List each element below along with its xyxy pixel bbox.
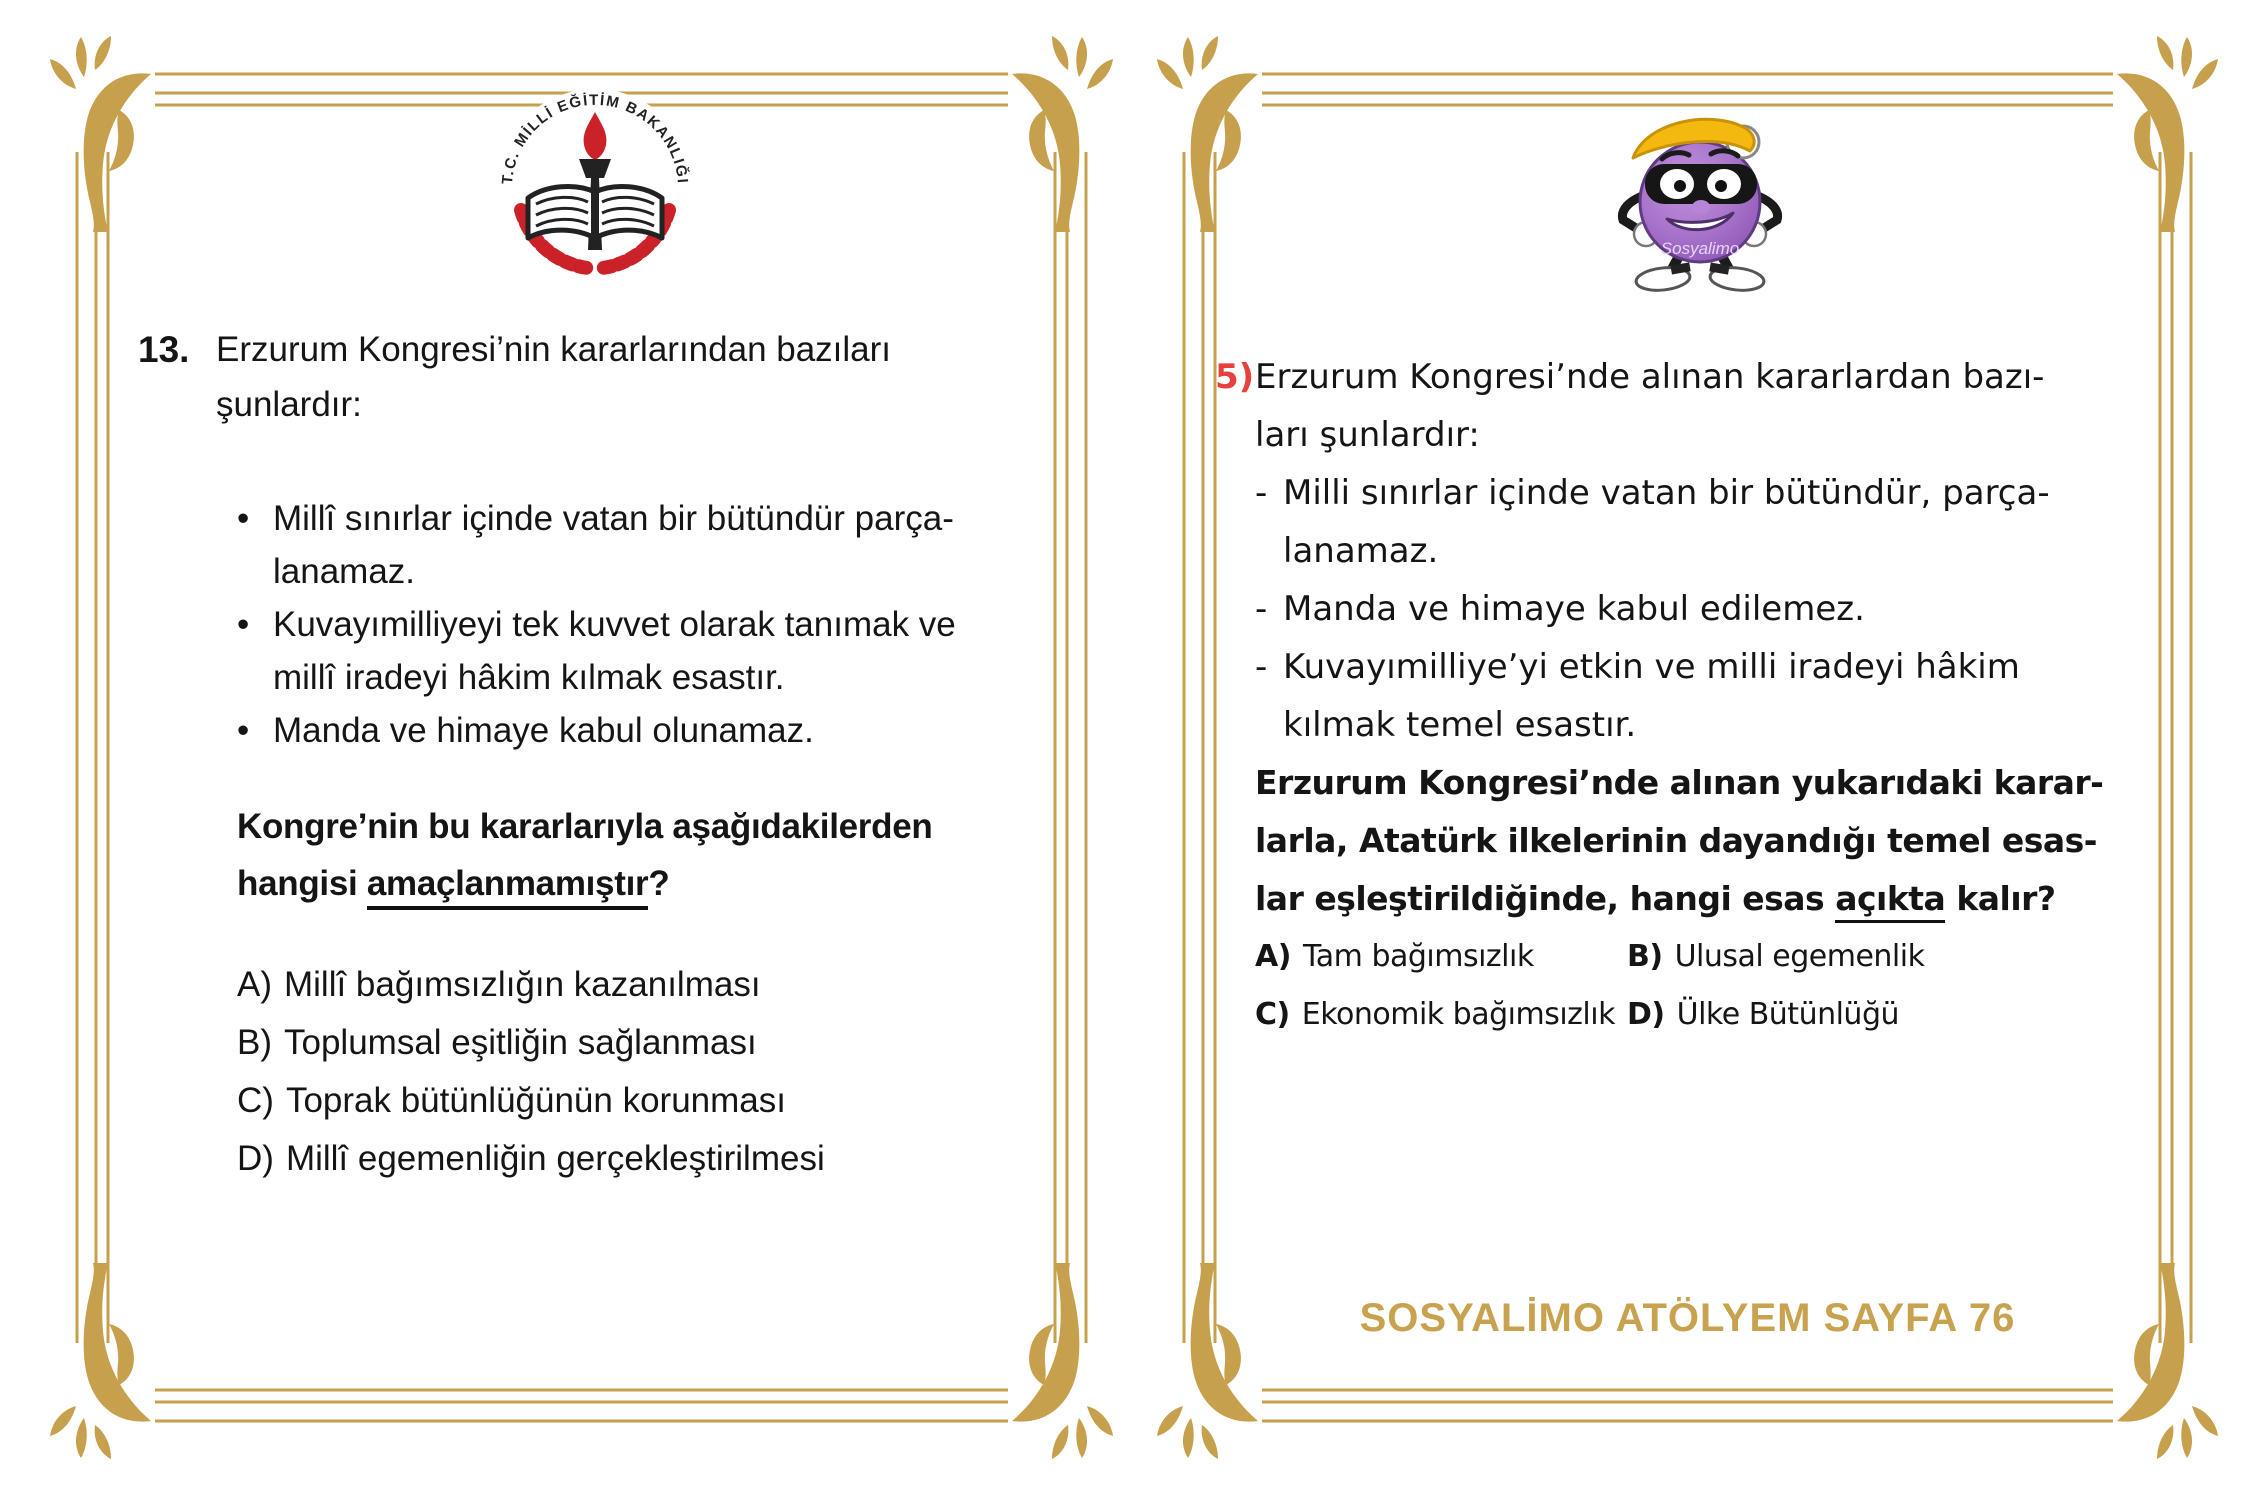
bullet-marker-icon: •	[237, 499, 250, 538]
question-13-options	[237, 956, 825, 1188]
bullet-item	[237, 598, 956, 704]
mascot-shoes	[1635, 265, 1765, 293]
option-letter: C)	[237, 1081, 274, 1120]
option-a	[237, 956, 825, 1014]
corner-flourish-icon	[1012, 1263, 1113, 1459]
mascot-nose	[1692, 200, 1710, 214]
corner-flourish-icon	[2117, 36, 2218, 232]
option-c	[1255, 986, 1627, 1044]
option-c	[237, 1072, 825, 1130]
mascot-pupil	[1674, 180, 1686, 192]
option-text: Ülke Bütünlüğü	[1676, 997, 1900, 1032]
underlined-word: açıkta	[1835, 879, 1945, 923]
dash-item	[1255, 580, 2103, 638]
question-13-bullets	[237, 492, 956, 757]
item-line: lanamaz.	[1283, 531, 1439, 571]
option-letter: A)	[1255, 939, 1291, 974]
right-page	[1182, 72, 2193, 1423]
meb-ministry-logo-icon	[488, 88, 702, 288]
option-letter: B)	[1627, 939, 1663, 974]
bullet-item	[237, 704, 956, 757]
corner-flourish-icon	[1157, 36, 1258, 232]
options-row	[1255, 986, 2103, 1044]
bullet-text	[273, 492, 954, 598]
question-intro	[216, 322, 891, 432]
stem-text: hangisi	[237, 864, 367, 903]
options-row	[1255, 928, 2103, 986]
left-page	[75, 72, 1088, 1423]
option-text: Millî egemenliğin gerçekleştirilmesi	[285, 1139, 825, 1178]
bullet-line: millî iradeyi hâkim kılmak esastır.	[273, 658, 785, 697]
intro-line: ları şunlardır:	[1255, 415, 1480, 455]
stem-text: ?	[648, 864, 670, 903]
option-d	[1627, 986, 1899, 1044]
stem-line: Kongre’nin bu kararlarıyla aşağıdakilerden	[237, 807, 933, 846]
corner-flourish-icon	[50, 1263, 151, 1459]
option-letter: D)	[1627, 997, 1665, 1032]
dash-marker: -	[1255, 473, 1268, 513]
bullet-item	[237, 492, 956, 598]
option-a	[1255, 928, 1627, 986]
option-text: Tam bağımsızlık	[1302, 939, 1534, 974]
dash-marker: -	[1255, 589, 1268, 629]
option-letter: C)	[1255, 997, 1290, 1032]
question-13-stem	[237, 798, 932, 912]
item-line: Manda ve himaye kabul edilemez.	[1283, 589, 1865, 629]
corner-flourish-icon	[1012, 36, 1113, 232]
bullet-marker-icon: •	[237, 605, 250, 644]
question-13-header	[138, 322, 891, 432]
option-letter: B)	[237, 1023, 272, 1062]
stem-text: lar eşleştirildiğinde, hangi esas	[1255, 879, 1836, 918]
corner-flourish-icon	[1157, 1263, 1258, 1459]
item-line: kılmak temel esastır.	[1283, 705, 1637, 745]
bullet-text	[273, 704, 814, 757]
option-b	[237, 1014, 825, 1072]
corner-flourish-icon	[2117, 1263, 2218, 1459]
question-number: 5)	[1215, 357, 1255, 397]
bullet-marker-icon: •	[237, 711, 250, 750]
corner-flourish-icon	[50, 36, 151, 232]
option-b	[1627, 928, 1924, 986]
stem-line	[1255, 870, 2103, 928]
intro-line: şunlardır:	[216, 385, 362, 424]
stem-text: kalır?	[1945, 879, 2056, 918]
torch-stem-front	[591, 192, 599, 238]
sosyalimo-mascot-icon	[1607, 102, 1793, 298]
stem-line	[237, 855, 932, 912]
logo-arc-text: T.C. MİLLİ EĞİTİM BAKANLIĞI	[498, 91, 691, 186]
bullet-line: lanamaz.	[273, 552, 416, 591]
bullet-line: Manda ve himaye kabul olunamaz.	[273, 711, 814, 750]
dash-item	[1255, 638, 2103, 696]
option-text: Ulusal egemenlik	[1674, 939, 1925, 974]
question-5-body	[1255, 348, 2103, 1044]
item-line: Kuvayımilliye’yi etkin ve milli iradeyi hâkim	[1283, 647, 2020, 687]
option-text: Toplumsal eşitliğin sağlanması	[284, 1023, 757, 1062]
option-text: Millî bağımsızlığın kazanılması	[284, 965, 761, 1004]
intro-line: Erzurum Kongresi’nde alınan kararlardan bazı-	[1255, 357, 2045, 397]
option-letter: A)	[237, 965, 272, 1004]
question-5	[1215, 348, 2103, 1044]
bullet-line: Kuvayımilliyeyi tek kuvvet olarak tanımak ve	[273, 605, 956, 644]
option-text: Toprak bütünlüğünün korunması	[285, 1081, 786, 1120]
bullet-line: Millî sınırlar içinde vatan bir bütündür parça-	[273, 499, 954, 538]
option-text: Ekonomik bağımsızlık	[1301, 997, 1615, 1032]
question-number: 13.	[138, 329, 190, 370]
dash-marker: -	[1255, 647, 1268, 687]
stem-line: larla, Atatürk ilkelerinin dayandığı temel esas-	[1255, 821, 2098, 860]
mascot-pupil	[1715, 180, 1727, 192]
underlined-word: amaçlanmamıştır	[367, 864, 648, 910]
option-d	[237, 1130, 825, 1188]
item-line: Milli sınırlar içinde vatan bir bütündür, parça-	[1283, 473, 2050, 513]
mascot-label: Sosyalimo	[1660, 239, 1740, 258]
bullet-text	[273, 598, 956, 704]
page-footer: SOSYALİMO ATÖLYEM SAYFA 76	[1359, 1296, 2016, 1340]
dash-item	[1255, 464, 2103, 522]
stem-line: Erzurum Kongresi’nde alınan yukarıdaki karar-	[1255, 763, 2104, 802]
option-letter: D)	[237, 1139, 274, 1178]
intro-line: Erzurum Kongresi’nin kararlarından bazıları	[216, 330, 892, 369]
